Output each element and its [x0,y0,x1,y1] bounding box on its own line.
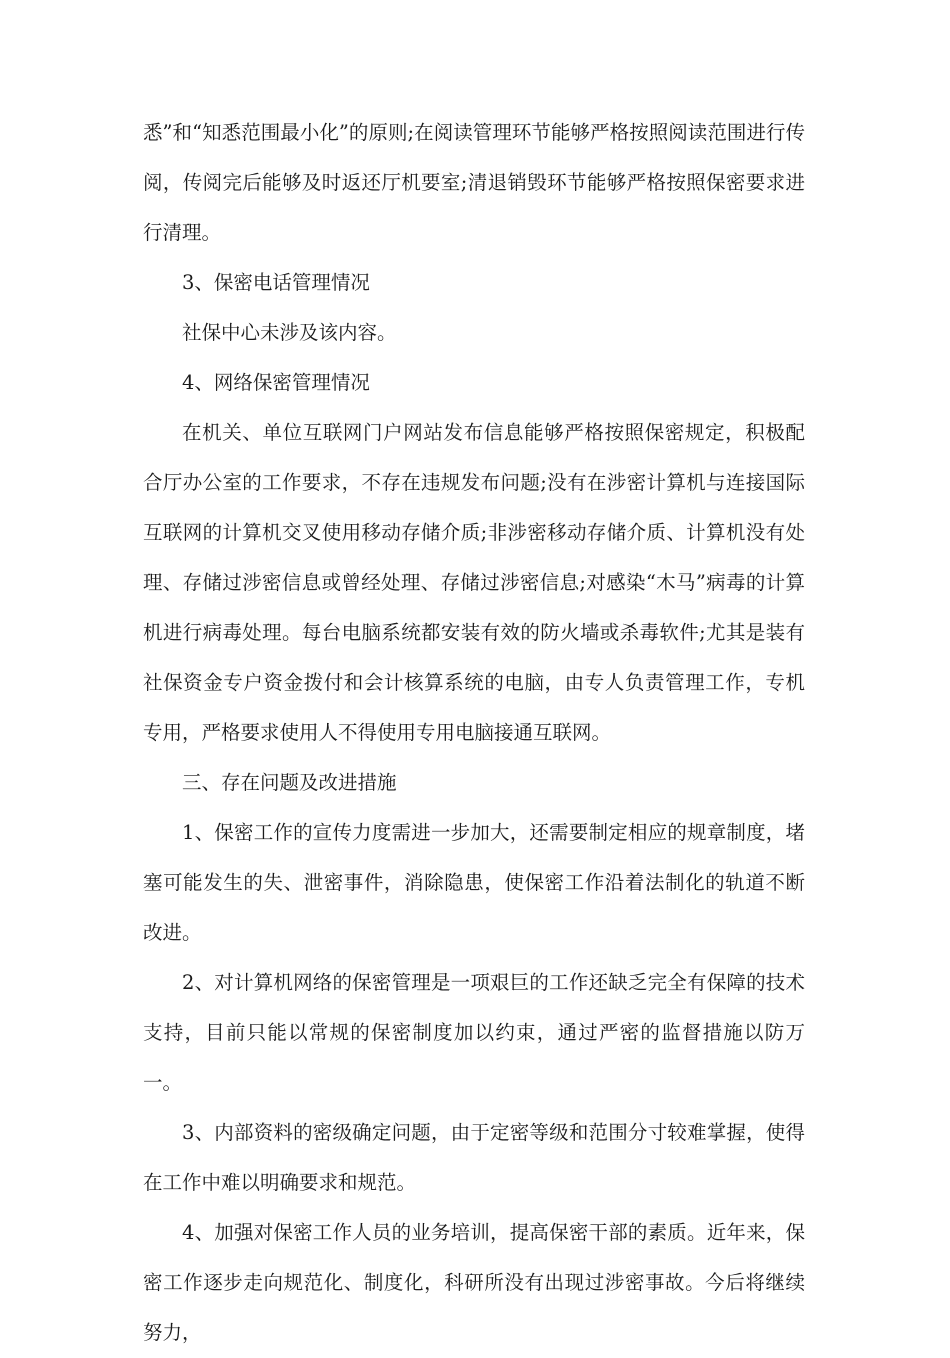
paragraph-problem-1: 1、保密工作的宣传力度需进一步加大，还需要制定相应的规章制度，堵塞可能发生的失、泄密事件，消除隐患，使保密工作沿着法制化的轨道不断改进。 [143,821,805,944]
document-page [143,108,805,1358]
heading-problems-measures: 三、存在问题及改进措施 [182,771,397,794]
paragraph-network-security: 在机关、单位互联网门户网站发布信息能够严格按照保密规定，积极配合厅办公室的工作要求，不存在违规发布问题;没有在涉密计算机与连接国际互联网的计算机交叉使用移动存储介质;非涉密移动存储介质、计算机没有处理、存储过涉密信息或曾经处理、存储过涉密信息;对感染“木马”病毒的计算机进行病毒处理。每台电脑系统都安装有效的防火墙或杀毒软件;尤其是装有社保资金专户资金拨付和会计核算系统的电脑，由专人负责管理工作，专机专用，严格要求使用人不得使用专用电脑接通互联网。 [143,421,805,744]
paragraph-secure-phone: 社保中心未涉及该内容。 [182,321,397,344]
paragraph-problem-3: 3、内部资料的密级确定问题，由于定密等级和范围分寸较难掌握，使得在工作中难以明确要求和规范。 [143,1121,805,1194]
paragraph-problem-4: 4、加强对保密工作人员的业务培训，提高保密干部的素质。近年来，保密工作逐步走向规范化、制度化，科研所没有出现过涉密事故。今后将继续努力， [143,1221,805,1344]
paragraph-continuation: 悉”和“知悉范围最小化”的原则;在阅读管理环节能够严格按照阅读范围进行传阅，传阅完后能够及时返还厅机要室;清退销毁环节能够严格按照保密要求进行清理。 [143,121,805,244]
heading-secure-phone: 3、保密电话管理情况 [182,271,370,294]
paragraph-problem-2: 2、对计算机网络的保密管理是一项艰巨的工作还缺乏完全有保障的技术支持，目前只能以常规的保密制度加以约束，通过严密的监督措施以防万一。 [143,971,805,1094]
heading-network-security: 4、网络保密管理情况 [182,371,370,394]
